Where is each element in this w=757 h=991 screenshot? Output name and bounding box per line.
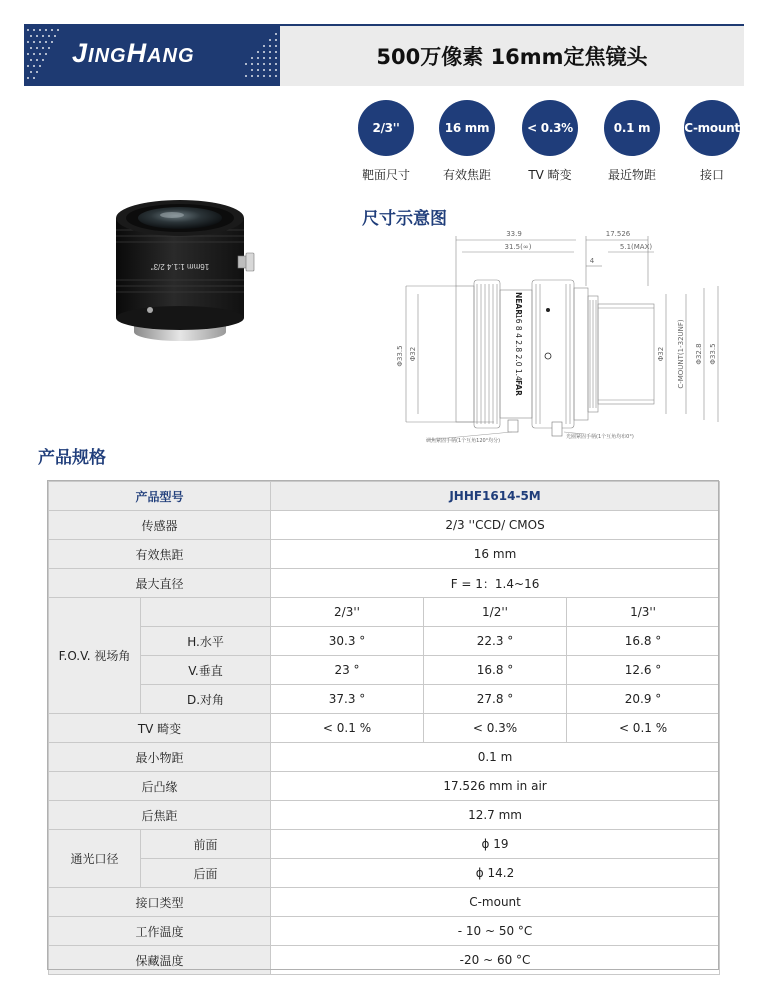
row-value: C-mount (271, 888, 720, 917)
fov-size: 1/3'' (567, 598, 720, 627)
table-row (49, 598, 720, 627)
row-label: 有效焦距 (49, 540, 271, 569)
product-title: 500万像素 16mm定焦镜头 (376, 45, 648, 69)
key-spec-icons (358, 100, 746, 184)
row-label: 接口类型 (49, 888, 271, 917)
table-row (49, 482, 720, 511)
fov-value: 20.9 ° (567, 685, 720, 714)
dimension-title: 尺寸示意图 (362, 209, 447, 229)
brand-wordmark: JINGHANG (72, 38, 195, 68)
row-value: -20 ~ 60 °C (271, 946, 720, 975)
row-sublabel: 前面 (141, 830, 271, 859)
model-value: JHHF1614-5M (271, 482, 720, 511)
fov-value: 23 ° (271, 656, 424, 685)
scale-near: NEAR (514, 292, 523, 315)
row-label: 传感器 (49, 511, 271, 540)
row-sublabel: 后面 (141, 859, 271, 888)
spec-circle: 2/3'' (358, 100, 414, 156)
fov-value: 12.6 ° (567, 656, 720, 685)
dim-label: Φ33.5 (709, 343, 717, 365)
dim-label: 17.526 (605, 230, 631, 238)
table-row (49, 714, 720, 743)
lens-engraving: 16mm 1:1.4 2/3" (150, 262, 210, 271)
table-row (49, 656, 720, 685)
table-row (49, 685, 720, 714)
row-value: ϕ 19 (271, 830, 720, 859)
fov-value: 27.8 ° (424, 685, 567, 714)
fov-value: 30.3 ° (271, 627, 424, 656)
row-value: < 0.3% (424, 714, 567, 743)
dim-label: 4 (589, 257, 595, 265)
spec-circle: C-mount (684, 100, 740, 156)
spec-label: 靶面尺寸 (361, 168, 410, 182)
row-value: < 0.1 % (271, 714, 424, 743)
dim-label: 33.9 (506, 230, 522, 238)
spec-label: 接口 (699, 168, 724, 182)
table-row (49, 627, 720, 656)
table-row (49, 888, 720, 917)
dimension-drawing (386, 226, 726, 444)
row-label: 后焦距 (49, 801, 271, 830)
spec-circle: 16 mm (439, 100, 495, 156)
row-label: 保藏温度 (49, 946, 271, 975)
dim-label: Φ32.8 (695, 343, 703, 365)
dim-label: Φ33.5 (396, 345, 404, 367)
scale-numbers: 16 8 4 2.8 2.0 1.4 (514, 314, 523, 381)
table-row (49, 540, 720, 569)
table-row (49, 859, 720, 888)
row-value: 12.7 mm (271, 801, 720, 830)
spec-label: 有效焦距 (442, 168, 491, 182)
drawing-note-left: 调焦紧固手柄(1个互角120°均分) (426, 438, 501, 444)
row-value: - 10 ~ 50 °C (271, 917, 720, 946)
table-row (49, 917, 720, 946)
dim-label: Φ32 (657, 346, 665, 362)
row-sublabel (141, 598, 271, 627)
fov-size: 2/3'' (271, 598, 424, 627)
table-row (49, 830, 720, 859)
row-sublabel: D.对角 (141, 685, 271, 714)
product-title-bar (280, 26, 744, 86)
brand-logo (24, 26, 280, 86)
row-value: 2/3 ''CCD/ CMOS (271, 511, 720, 540)
spec-table (48, 481, 720, 975)
dot-pattern-icon (238, 26, 280, 86)
row-sublabel: H.水平 (141, 627, 271, 656)
spec-focal-length (427, 100, 507, 183)
dim-label: 5.1(MAX) (619, 243, 653, 251)
row-label: 后凸缘 (49, 772, 271, 801)
row-sublabel: V.垂直 (141, 656, 271, 685)
fov-value: 16.8 ° (567, 627, 720, 656)
row-value: 16 mm (271, 540, 720, 569)
spec-min-distance (592, 100, 672, 183)
row-value: ϕ 14.2 (271, 859, 720, 888)
fov-value: 37.3 ° (271, 685, 424, 714)
row-value: F = 1：1.4~16 (271, 569, 720, 598)
row-label: 最大直径 (49, 569, 271, 598)
table-row (49, 511, 720, 540)
row-value: 17.526 mm in air (271, 772, 720, 801)
row-label: TV 畸变 (49, 714, 271, 743)
row-value: 0.1 m (271, 743, 720, 772)
table-row (49, 772, 720, 801)
row-label: 最小物距 (49, 743, 271, 772)
row-label: 通光口径 (49, 830, 141, 888)
dot-pattern-icon (24, 26, 64, 86)
table-row (49, 801, 720, 830)
table-row (49, 743, 720, 772)
dim-label: 31.5(∞) (504, 243, 532, 251)
spec-circle: < 0.3% (522, 100, 578, 156)
fov-value: 16.8 ° (424, 656, 567, 685)
table-row (49, 569, 720, 598)
spec-label: TV 畸变 (528, 168, 572, 182)
row-value: < 0.1 % (567, 714, 720, 743)
spec-tv-distortion (510, 100, 590, 183)
table-row (49, 946, 720, 975)
spec-sensor-format (346, 100, 426, 183)
spec-label: 最近物距 (607, 168, 656, 182)
row-label: 产品型号 (49, 482, 271, 511)
scale-far: FAR (514, 380, 523, 396)
spec-section-title: 产品规格 (38, 448, 106, 468)
dim-label: C-MOUNT(1-32UNF) (677, 319, 685, 389)
row-label: F.O.V. 视场角 (49, 598, 141, 714)
fov-size: 1/2'' (424, 598, 567, 627)
spec-mount (672, 100, 752, 183)
spec-circle: 0.1 m (604, 100, 660, 156)
drawing-note-right: 光圈紧固手柄(1个互角均布0°) (566, 434, 634, 440)
dim-label: Φ32 (409, 346, 417, 362)
row-label: 工作温度 (49, 917, 271, 946)
fov-value: 22.3 ° (424, 627, 567, 656)
lens-photo (100, 190, 260, 345)
